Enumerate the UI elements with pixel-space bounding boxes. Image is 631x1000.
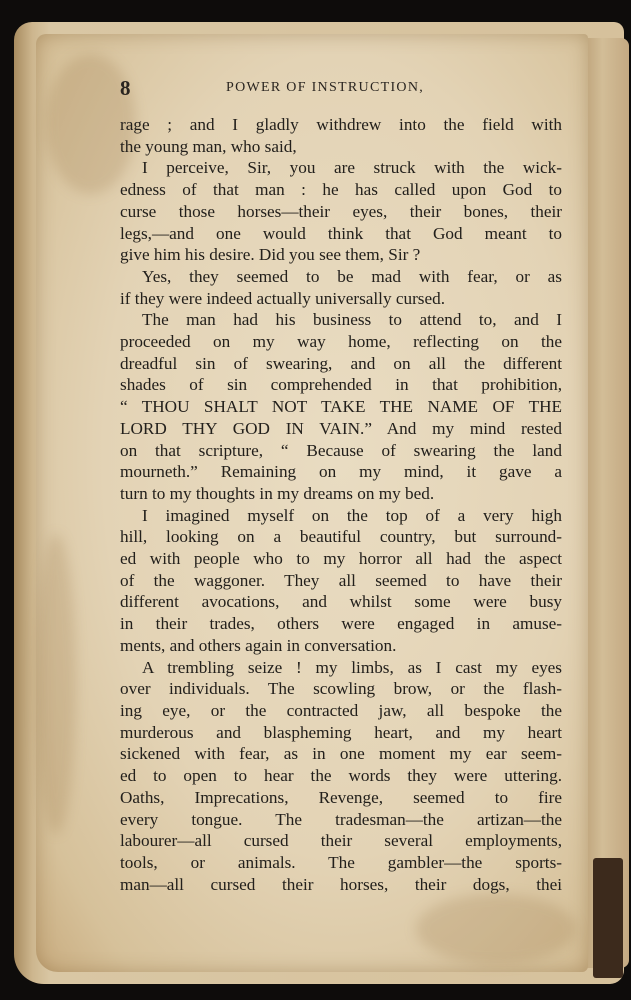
text-line: on that scripture, “ Because of swearing the land [120,440,562,460]
running-head: POWER OF INSTRUCTION, [226,80,425,95]
text-line: The man had his business to attend to, and I [142,310,562,330]
stain [416,894,576,964]
facing-page-edge [585,38,629,968]
text-line: mourneth.” Remaining on my mind, it gave a [120,462,562,482]
text-line: I perceive, Sir, you are struck with the wick- [142,158,562,178]
text-line: of the waggoner. They all seemed to have their [120,570,562,590]
text-line: rage ; and I gladly withdrew into the field with [120,115,562,134]
text-line: the young man, who said, [120,136,297,156]
text-line: ed with people who to my horror all had the aspect [120,549,562,569]
text-line: Yes, they seemed to be mad with fear, or as [142,266,562,286]
text-line: give him his desire. Did you see them, Sir ? [120,245,421,265]
text-line: over individuals. The scowling brow, or the flash- [120,679,562,699]
text-line: tools, or animals. The gambler—the sports- [120,852,562,872]
text-line: LORD THY GOD IN VAIN.” And my mind rested [120,418,562,438]
text-line: sickened with fear, as in one moment my ear seem- [120,744,562,764]
text-line: hill, looking on a beautiful country, but surround- [120,527,562,547]
text-line: A trembling seize ! my limbs, as I cast my eyes [142,657,562,677]
text-line: Oaths, Imprecations, Revenge, seemed to fire [120,787,562,807]
text-line: dreadful sin of swearing, and on all the different [120,353,562,373]
text-line: in their trades, others were engaged in amuse- [120,614,562,634]
text-line: ments, and others again in conversation. [120,635,397,655]
page-header [120,76,560,100]
text-line: turn to my thoughts in my dreams on my bed. [120,483,435,503]
text-line: ing eye, or the contracted jaw, all bespoke the [120,700,562,720]
text-line: legs,—and one would think that God meant to [120,223,562,243]
text-line: shades of sin comprehended in that prohibition, [120,375,562,395]
page-number: 8 [120,76,132,100]
text-line: edness of that man : he has called upon God to [120,180,562,200]
stain [36,534,76,834]
text-line: man—all cursed their horses, their dogs, thei [120,874,562,894]
text-line: if they were indeed actually universally cursed. [120,288,446,308]
text-line: curse those horses—their eyes, their bones, their [120,201,562,221]
text-line: proceeded on my way home, reflecting on the [120,332,562,352]
text-line: I imagined myself on the top of a very high [142,505,562,525]
text-line: different avocations, and whilst some were busy [120,592,562,612]
body-text [120,114,562,895]
text-line: labourer—all cursed their several employments, [120,831,562,851]
text-line: murderous and blaspheming heart, and my heart [120,722,562,742]
text-line: ed to open to hear the words they were uttering. [120,766,562,786]
text-line: “ THOU SHALT NOT TAKE THE NAME OF THE [120,397,562,417]
text-line: every tongue. The tradesman—the artizan—the [120,809,562,829]
